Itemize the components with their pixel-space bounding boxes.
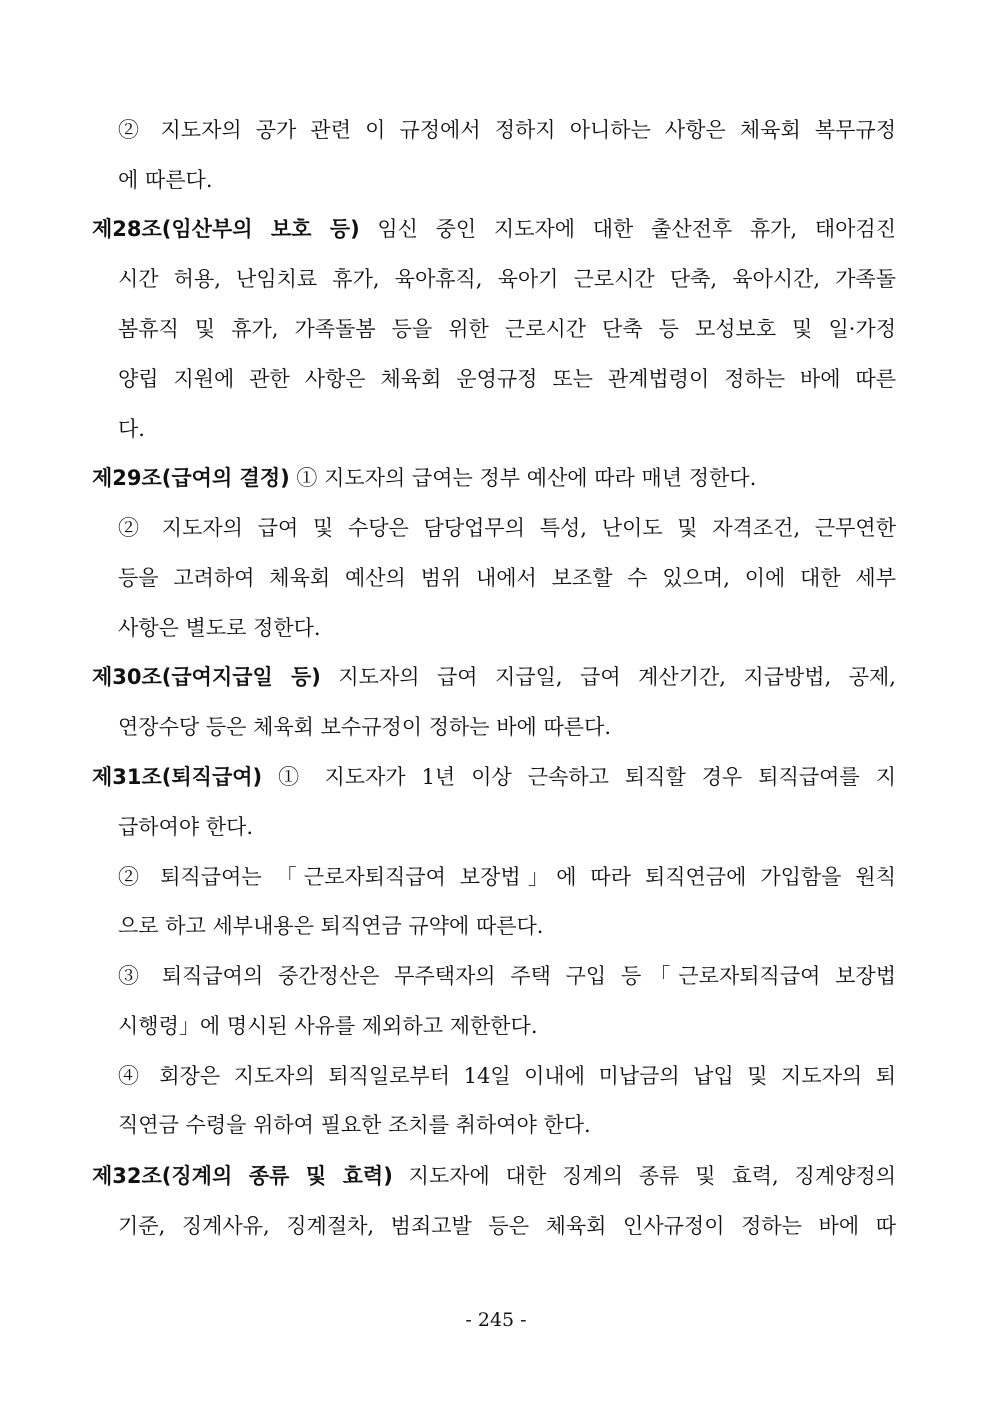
- text-line: [118, 862, 896, 892]
- line-text: ④ 회장은 지도자의 퇴직일로부터 14일 이내에 미납금의 납입 및 지도자의 퇴: [118, 1064, 896, 1088]
- article-30-heading-line: [92, 662, 896, 692]
- line-text: 직연금 수령을 위하여 필요한 조치를 취하여야 한다.: [118, 1113, 591, 1137]
- line-text: 연장수당 등은 체육회 보수규정이 정하는 바에 따른다.: [118, 715, 612, 739]
- line-text: 다.: [118, 417, 145, 441]
- line-text: ③ 퇴직급여의 중간정산은 무주택자의 주택 구입 등「근로자퇴직급여 보장법: [118, 964, 896, 988]
- line-text: 시행령」에 명시된 사유를 제외하고 제한한다.: [118, 1014, 538, 1038]
- text-line: [118, 911, 896, 941]
- text-line: [118, 414, 896, 444]
- article-28-heading-line: [92, 214, 896, 244]
- text-line: [118, 364, 896, 394]
- article-31-heading-line: [92, 762, 896, 792]
- text-line: [118, 812, 896, 842]
- line-text: 양립 지원에 관한 사항은 체육회 운영규정 또는 관계법령이 정하는 바에 따른: [118, 367, 896, 391]
- line-text: ② 지도자의 급여 및 수당은 담당업무의 특성, 난이도 및 자격조건, 근무연한: [118, 516, 896, 540]
- text-line: [118, 712, 896, 742]
- text-line: [118, 115, 896, 145]
- line-text: 급하여야 한다.: [118, 815, 254, 839]
- line-text: 사항은 별도로 정한다.: [118, 616, 321, 640]
- article-32-heading-line: [92, 1161, 896, 1191]
- text-line: [118, 1011, 896, 1041]
- line-text: 등을 고려하여 체육회 예산의 범위 내에서 보조할 수 있으며, 이에 대한 세부: [118, 566, 896, 590]
- article-29-heading-line: [92, 463, 896, 493]
- line-text: ② 지도자의 공가 관련 이 규정에서 정하지 아니하는 사항은 체육회 복무규정: [118, 118, 896, 142]
- article-title: 제31조(퇴직급여): [92, 765, 263, 789]
- article-title: 제28조(임산부의 보호 등): [92, 217, 360, 241]
- text-line: [118, 165, 896, 195]
- line-text: 으로 하고 세부내용은 퇴직연금 규약에 따른다.: [118, 914, 544, 938]
- line-text: ① 지도자가 1년 이상 근속하고 퇴직할 경우 퇴직급여를 지: [278, 765, 896, 789]
- text-line: [118, 264, 896, 294]
- text-line: [118, 1061, 896, 1091]
- article-title: 제29조(급여의 결정): [92, 466, 290, 490]
- article-title: 제30조(급여지급일 등): [92, 665, 321, 689]
- text-line: [118, 563, 896, 593]
- text-line: [118, 1211, 896, 1241]
- line-text: ① 지도자의 급여는 정부 예산에 따라 매년 정한다.: [296, 466, 757, 490]
- line-text: 에 따른다.: [118, 168, 213, 192]
- page-number: - 245 -: [465, 1309, 527, 1331]
- line-text: 시간 허용, 난임치료 휴가, 육아휴직, 육아기 근로시간 단축, 육아시간, 가족돌: [118, 267, 896, 291]
- article-title: 제32조(징계의 종류 및 효력): [92, 1164, 393, 1188]
- line-text: 기준, 징계사유, 징계절차, 범죄고발 등은 체육회 인사규정이 정하는 바에 따: [118, 1214, 896, 1238]
- line-text: 지도자의 급여 지급일, 급여 계산기간, 지급방법, 공제,: [338, 665, 896, 689]
- text-line: [118, 1110, 896, 1140]
- line-text: 임신 중인 지도자에 대한 출산전후 휴가, 태아검진: [377, 217, 896, 241]
- text-line: [118, 513, 896, 543]
- line-text: ② 퇴직급여는 「근로자퇴직급여 보장법」에 따라 퇴직연금에 가입함을 원칙: [118, 865, 896, 889]
- text-line: [118, 613, 896, 643]
- line-text: 지도자에 대한 징계의 종류 및 효력, 징계양정의: [408, 1164, 896, 1188]
- text-line: [118, 961, 896, 991]
- line-text: 봄휴직 및 휴가, 가족돌봄 등을 위한 근로시간 단축 등 모성보호 및 일·가정: [118, 317, 896, 341]
- text-line: [118, 314, 896, 344]
